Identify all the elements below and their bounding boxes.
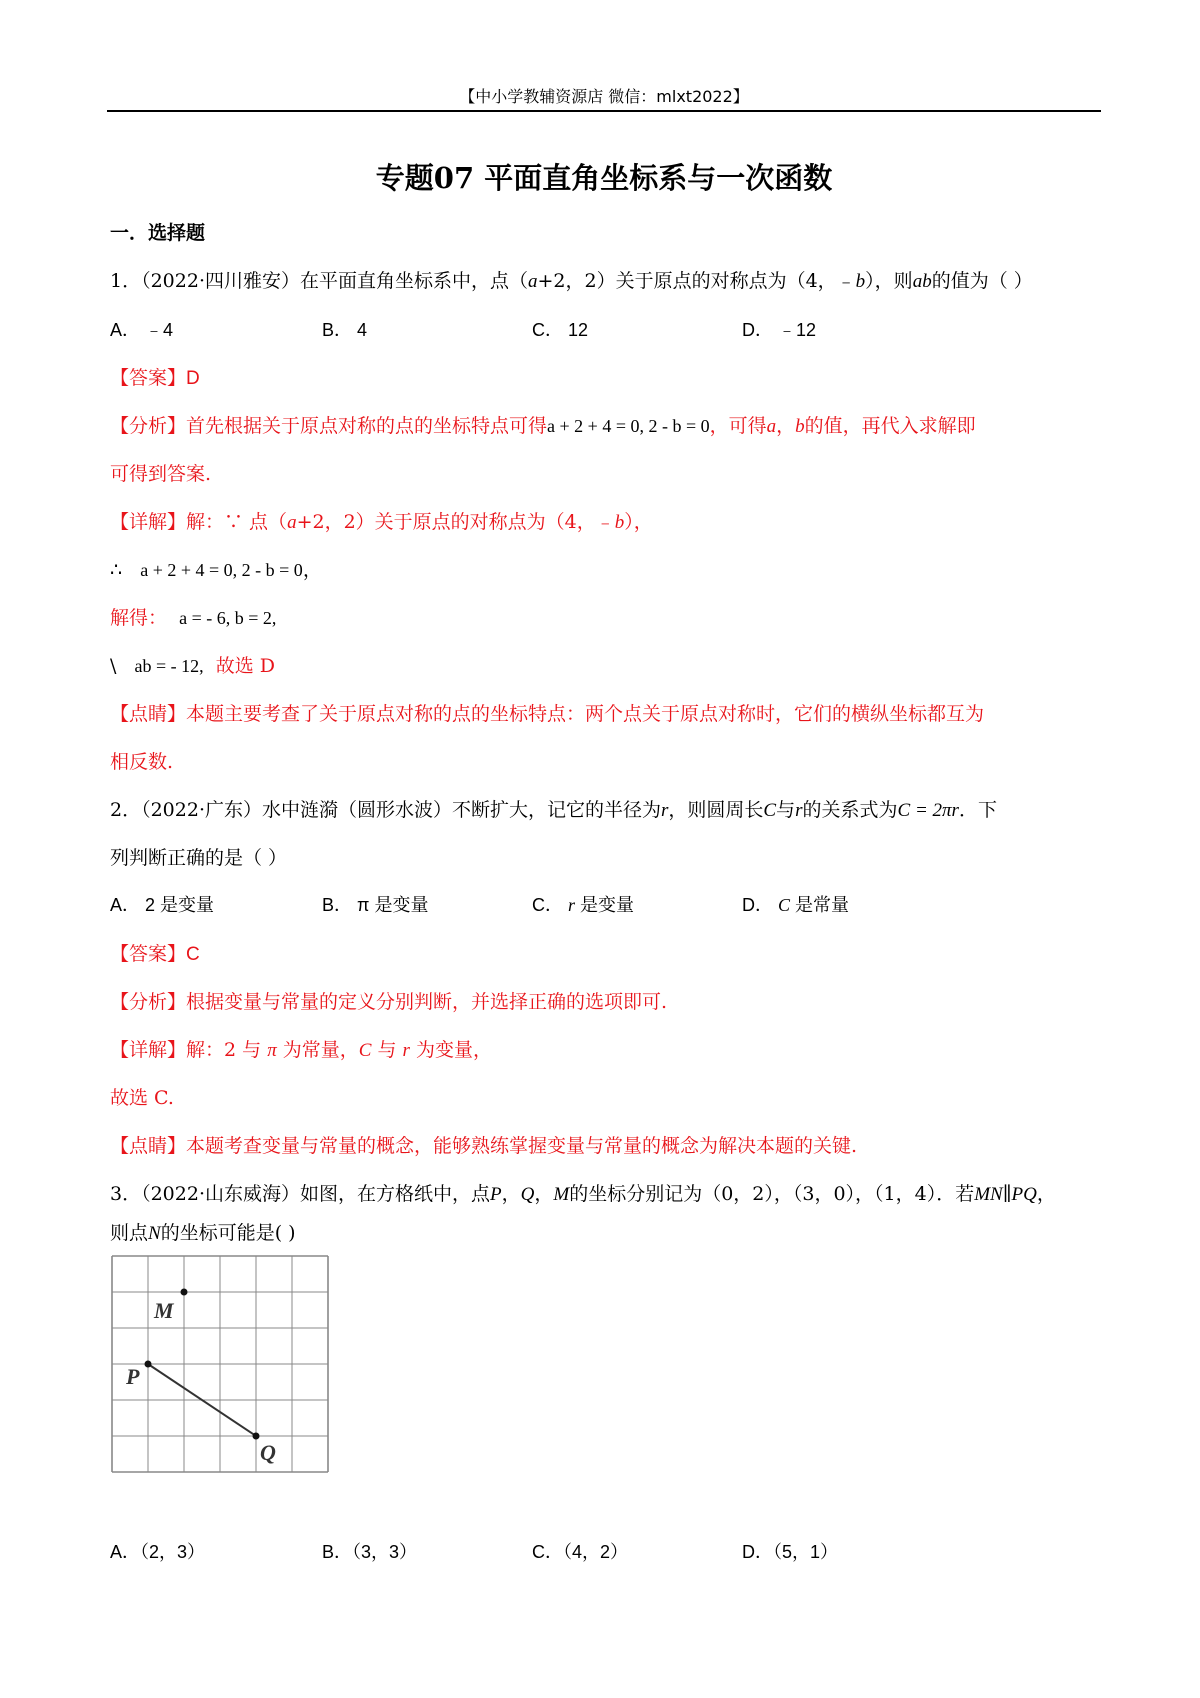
q1-analysis: 【分析】首先根据关于原点对称的点的坐标特点可得a + 2 + 4 = 0, 2 - b = 0，可得a，b的值，再代入求解即 <box>110 415 976 437</box>
page-header: 【中小学教辅资源店 微信：mlxt2022】 <box>459 87 749 106</box>
q2-option-d: D． C 是常量 <box>742 895 850 915</box>
q2-option-c: C． r 是变量 <box>532 895 635 915</box>
grid-lines <box>112 1256 328 1472</box>
label-q: Q <box>260 1440 276 1465</box>
q1-step-2: 解得： a = - 6, b = 2, <box>110 607 277 629</box>
q3-option-a: A．（2，3） <box>110 1542 206 1562</box>
q2-stem-cont: 列判断正确的是（ ） <box>110 847 288 869</box>
q1-comment: 【点睛】本题主要考查了关于原点对称的点的坐标特点：两个点关于原点对称时，它们的横纵坐标都互为 <box>110 703 985 725</box>
q1-option-c: C． 12 <box>532 320 589 340</box>
q1-option-d: D． ﹣12 <box>742 320 817 340</box>
q1-step-1: ∴ a + 2 + 4 = 0, 2 - b = 0， <box>110 559 322 581</box>
q3-option-d: D．（5，1） <box>742 1542 839 1562</box>
q1-option-a: A． ﹣4 <box>110 320 174 340</box>
q2-detail: 【详解】解：2 与 π 为常量，C 与 r 为变量， <box>110 1039 492 1061</box>
q2-analysis: 【分析】根据变量与常量的定义分别判断，并选择正确的选项即可. <box>110 991 668 1013</box>
point-p <box>145 1361 152 1368</box>
q3-option-c: C．（4，2） <box>532 1542 629 1562</box>
q1-analysis-cont: 可得到答案. <box>110 463 212 485</box>
q1-answer: 【答案】D <box>110 367 200 389</box>
q3-stem-cont: 则点N的坐标可能是( ) <box>110 1222 296 1244</box>
header-rule <box>107 110 1101 112</box>
point-q <box>253 1433 260 1440</box>
q2-option-a: A． 2 是变量 <box>110 895 215 915</box>
q1-comment-cont: 相反数. <box>110 751 174 773</box>
q1-stem: 1．（2022·四川雅安）在平面直角坐标系中，点（a+2，2）关于原点的对称点为（4，﹣b），则ab的值为（ ） <box>110 270 1033 292</box>
q1-detail: 【详解】解：∵ 点（a+2，2）关于原点的对称点为（4，﹣b）， <box>110 511 653 533</box>
q2-stem: 2．（2022·广东）水中涟漪（圆形水波）不断扩大，记它的半径为r，则圆周长C与r的关系式为C = 2πr．下 <box>110 799 997 821</box>
q1-option-b: B． 4 <box>322 320 368 340</box>
q2-comment: 【点睛】本题考查变量与常量的概念，能够熟练掌握变量与常量的概念为解决本题的关键. <box>110 1135 858 1157</box>
q1-step-3: \ ab = - 12, 故选 D <box>110 655 276 677</box>
point-m <box>181 1289 188 1296</box>
q2-option-b: B． π 是变量 <box>322 895 429 915</box>
q2-conclusion: 故选 C. <box>110 1087 174 1109</box>
q3-option-b: B．（3，3） <box>322 1542 418 1562</box>
q3-stem: 3．（2022·山东威海）如图，在方格纸中，点P，Q，M的坐标分别记为（0，2），（3，0），（1，4）．若MN∥PQ， <box>110 1183 1056 1205</box>
page-title: 专题07 平面直角坐标系与一次函数 <box>375 161 833 195</box>
q2-answer: 【答案】C <box>110 943 200 965</box>
grid-figure <box>108 1252 338 1478</box>
section-heading: 一．选择题 <box>110 222 206 244</box>
label-m: M <box>154 1298 174 1323</box>
label-p: P <box>126 1364 140 1389</box>
